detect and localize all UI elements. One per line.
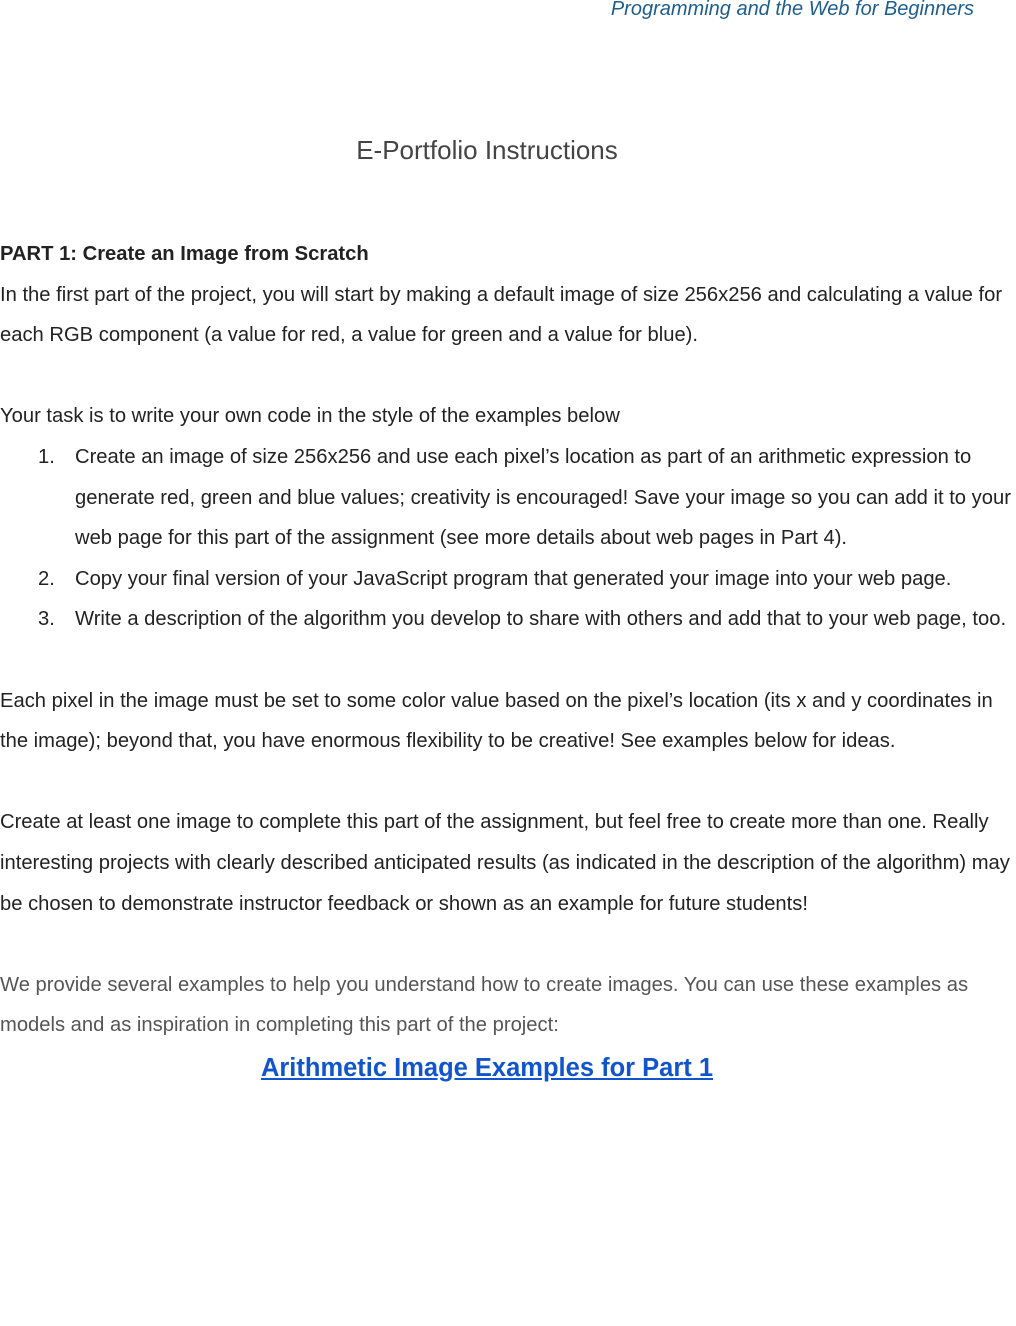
- course-header: Programming and the Web for Beginners: [610, 0, 974, 20]
- spacer: [0, 356, 1016, 397]
- examples-note-paragraph: We provide several examples to help you understand how to create images. You can use these examples as models and as inspiration in completing this part of the project:: [0, 973, 969, 1037]
- spacer: [0, 640, 1016, 681]
- list-item-text: Create an image of size 256x256 and use each pixel’s location as part of an arithmetic expression to generate red, green and blue values; creativity is encouraged! Save your image so you can add it to your web page for this part of the assignment (see more details about web pages in Part 4).: [75, 445, 1011, 550]
- document-title: E-Portfolio Instructions: [356, 135, 618, 165]
- spacer: [0, 762, 1016, 803]
- list-item-number: 1.: [38, 445, 55, 468]
- task-list: [0, 437, 1016, 640]
- list-item-text: Write a description of the algorithm you develop to share with others and add that to your web page, too.: [75, 608, 1007, 631]
- list-item-number: 2.: [38, 567, 55, 590]
- list-item: [0, 437, 1016, 559]
- examples-link[interactable]: Arithmetic Image Examples for Part 1: [260, 1053, 714, 1082]
- list-item-text: Copy your final version of your JavaScript program that generated your image into your web page.: [75, 567, 952, 590]
- list-item: [0, 559, 1016, 600]
- list-item: [0, 599, 1016, 640]
- list-item-number: 3.: [38, 608, 55, 631]
- pixel-rule-paragraph: Each pixel in the image must be set to some color value based on the pixel’s location (its x and y coordinates in the image); beyond that, you have enormous flexibility to be creative! See examples below for ideas.: [0, 689, 993, 753]
- spacer: [0, 924, 1016, 965]
- create-note-paragraph: Create at least one image to complete this part of the assignment, but feel free to create more than one. Really interesting projects with clearly described anticipated results (as indicated in the description of the algorithm) may be chosen to demonstrate instructor feedback or shown as an example for future students!: [0, 811, 1010, 915]
- part1-intro: In the first part of the project, you will start by making a default image of size 256x256 and calculating a value for each RGB component (a value for red, a value for green and a value for blue).: [0, 283, 1003, 347]
- document-body: [0, 234, 1016, 1092]
- task-intro: Your task is to write your own code in the style of the examples below: [0, 405, 620, 428]
- examples-link-line: [0, 1046, 974, 1092]
- part1-heading: PART 1: Create an Image from Scratch: [0, 243, 369, 265]
